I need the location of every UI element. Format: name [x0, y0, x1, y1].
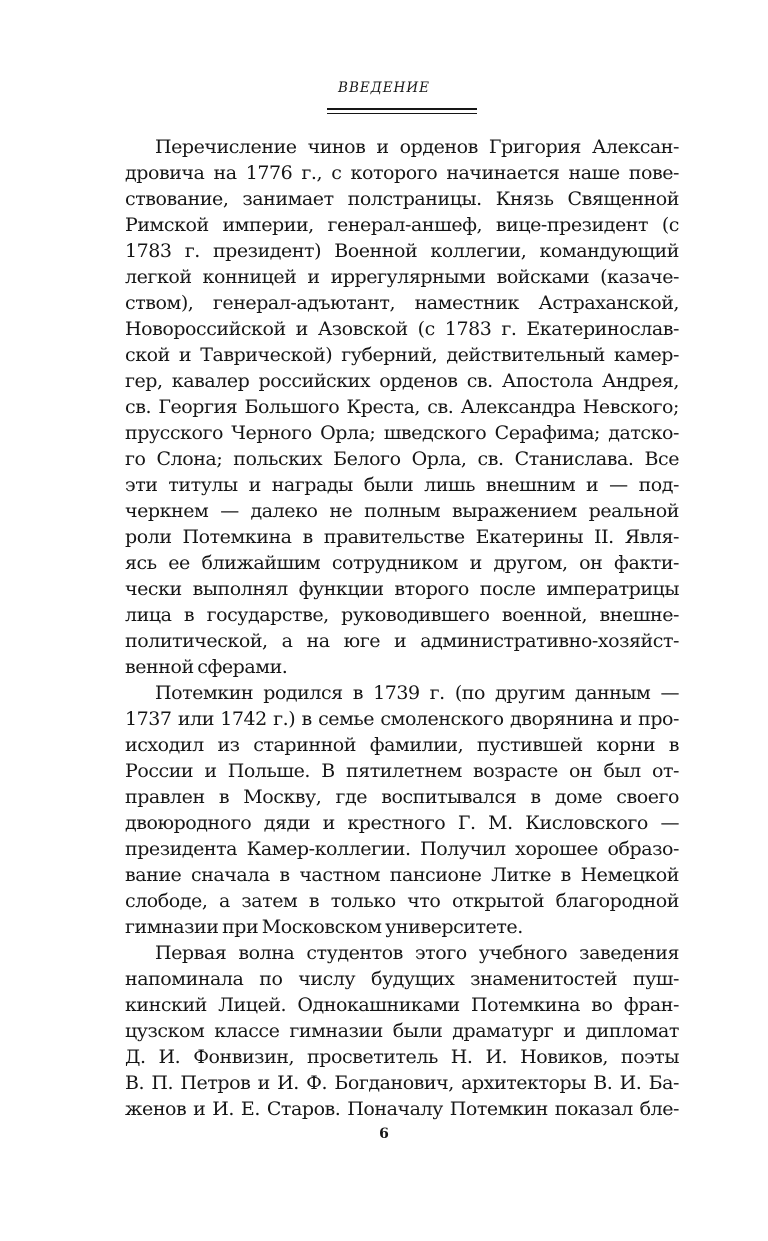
- text-line: В. П. Петров и И. Ф. Богданович, архитекторы В. И. Ба-: [125, 1072, 679, 1094]
- text-line: женов и И. Е. Старов. Поначалу Потемкин показал бле-: [125, 1098, 679, 1120]
- text-line: слободе, а затем в только что открытой благородной: [125, 890, 679, 912]
- text-line: лица в государстве, руководившего военной, внешне-: [125, 604, 679, 626]
- text-line: эти титулы и награды были лишь внешним и — под-: [125, 474, 679, 496]
- text-line: цузском классе гимназии были драматург и дипломат: [125, 1020, 679, 1042]
- text-line: дровича на 1776 г., с которого начинается наше пове-: [125, 162, 679, 184]
- text-line: кинский Лицей. Однокашниками Потемкина во фран-: [125, 994, 679, 1016]
- text-line: го Слона; польских Белого Орла, св. Станислава. Все: [125, 448, 679, 470]
- running-head-rule: [327, 108, 477, 114]
- text-line: исходил из старинной фамилии, пустившей корни в: [125, 734, 679, 756]
- text-line: ствование, занимает полстраницы. Князь Священной: [125, 188, 679, 210]
- text-line: Первая волна студентов этого учебного заведения: [155, 942, 679, 964]
- text-line: ясь ее ближайшим сотрудником и другом, он факти-: [125, 552, 679, 574]
- text-line: вание сначала в частном пансионе Литке в Немецкой: [125, 864, 679, 886]
- text-line: президента Камер-коллегии. Получил хорошее образо-: [125, 838, 679, 860]
- text-line: Римской империи, генерал-аншеф, вице-президент (с: [125, 214, 679, 236]
- text-line: 1737 или 1742 г.) в семье смоленского дворянина и про-: [125, 708, 679, 730]
- text-line: чески выполнял функции второго после императрицы: [125, 578, 679, 600]
- text-line: двоюродного дяди и крестного Г. М. Кисловского —: [125, 812, 679, 834]
- running-head: ВВЕДЕНИЕ: [338, 80, 430, 96]
- text-line: политической, а на юге и административно-хозяйст-: [125, 630, 679, 652]
- text-line: Д. И. Фонвизин, просветитель Н. И. Новиков, поэты: [125, 1046, 679, 1068]
- text-line: 1783 г. президент) Военной коллегии, командующий: [125, 240, 679, 262]
- text-line: гер, кавалер российских орденов св. Апостола Андрея,: [125, 370, 679, 392]
- text-line: Перечисление чинов и орденов Григория Алексан-: [155, 136, 679, 158]
- text-line: роли Потемкина в правительстве Екатерины II. Явля-: [125, 526, 679, 548]
- text-line: правлен в Москву, где воспитывался в доме своего: [125, 786, 679, 808]
- text-line: гимназии при Московском университете.: [125, 916, 523, 938]
- text-line: легкой конницей и иррегулярными войсками (казаче-: [125, 266, 679, 288]
- text-line: Потемкин родился в 1739 г. (по другим данным —: [155, 682, 679, 704]
- text-line: ской и Таврической) губерний, действительный камер-: [125, 344, 679, 366]
- text-line: черкнем — далеко не полным выражением реальной: [125, 500, 679, 522]
- text-line: России и Польше. В пятилетнем возрасте он был от-: [125, 760, 679, 782]
- text-line: напоминала по числу будущих знаменитостей пуш-: [125, 968, 679, 990]
- text-line: венной сферами.: [125, 656, 288, 678]
- text-line: св. Георгия Большого Креста, св. Александра Невского;: [125, 396, 679, 418]
- text-line: прусского Черного Орла; шведского Серафима; датско-: [125, 422, 679, 444]
- text-line: Новороссийской и Азовской (с 1783 г. Екатеринослав-: [125, 318, 679, 340]
- page-number: 6: [379, 1126, 389, 1142]
- text-line: ством), генерал-адъютант, наместник Астраханской,: [125, 292, 679, 314]
